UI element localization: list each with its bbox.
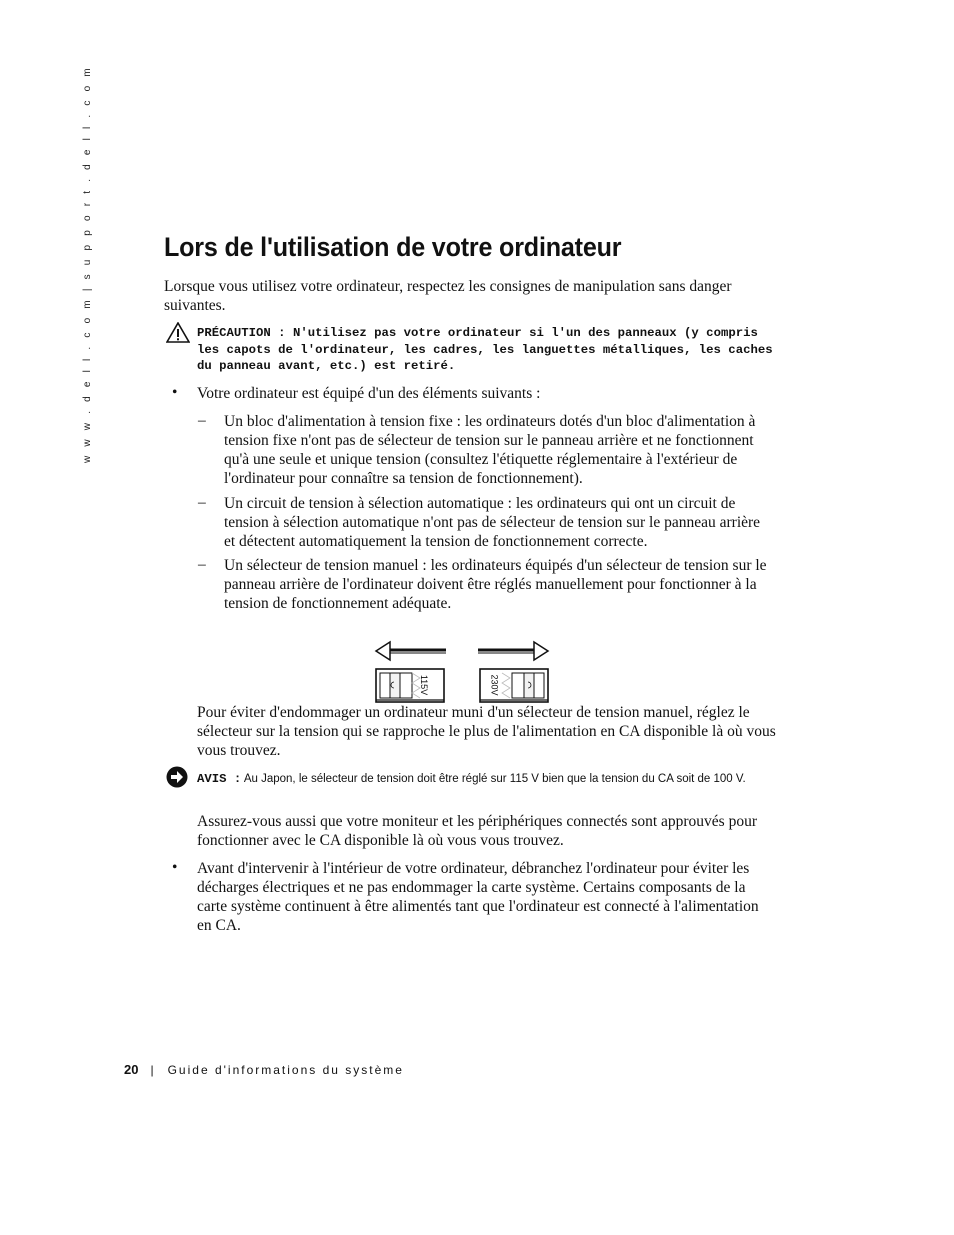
monitor-paragraph: Assurez-vous aussi que votre moniteur et les périphériques connectés sont approuvés pour fonctionner avec le CA disponible là où vous vous trouvez. <box>197 813 758 849</box>
bullet-symbol: • <box>172 384 178 401</box>
guide-title: Guide d'informations du système <box>167 1063 404 1077</box>
footer-separator: | <box>150 1063 154 1077</box>
left-arrow-icon <box>376 642 446 660</box>
dash-symbol: – <box>198 494 206 511</box>
caution-icon <box>166 322 190 343</box>
label-230v: 230V <box>489 674 500 696</box>
sub-item-fixed-voltage: Un bloc d'alimentation à tension fixe : les ordinateurs dotés d'un bloc d'alimentation à tension fixe n'ont pas de sélecteur de tension sur le panneau arrière et ne fonctionnent qu'à une seule et unique tension (consultez l'étiquette réglementaire à l'extérieur de l'ordinateur pour connaître sa tension de fonctionnement). <box>224 413 756 487</box>
page-footer <box>124 1062 404 1077</box>
right-arrow-icon <box>478 642 548 660</box>
bullet-symbol: • <box>172 859 178 876</box>
notice-text: Au Japon, le sélecteur de tension doit être réglé sur 115 V bien que la tension du CA soit de 100 V. <box>241 773 746 785</box>
voltage-switch-illustration <box>372 636 556 706</box>
manual-selector-paragraph: Pour éviter d'endommager un ordinateur muni d'un sélecteur de tension manuel, réglez le sélecteur sur la tension qui se rapproche le plus de l'alimentation en CA disponible là où vous vous trouvez. <box>197 704 776 759</box>
intro-paragraph: Lorsque vous utilisez votre ordinateur, respectez les consignes de manipulation sans danger suivantes. <box>164 278 732 314</box>
notice-note <box>197 770 777 788</box>
dash-symbol: – <box>198 412 206 429</box>
page-number: 20 <box>124 1062 139 1077</box>
bullet-item-2: Avant d'intervenir à l'intérieur de votre ordinateur, débranchez l'ordinateur pour éviter les décharges électriques et ne pas endommager la carte système. Certains composants de la carte système continuent à être alimentés tant que l'ordinateur est connecté à l'alimentation en CA. <box>197 860 759 934</box>
switch-115v <box>376 669 444 702</box>
caution-text: N'utilisez pas votre ordinateur si l'un des panneaux (y compris les capots de l'ordinateur, les cadres, les languettes métalliques, les caches du panneau avant, etc.) est retiré. <box>197 326 773 373</box>
bullet-item-1: Votre ordinateur est équipé d'un des éléments suivants : <box>197 385 541 402</box>
notice-icon <box>166 766 188 788</box>
page-title: Lors de l'utilisation de votre ordinateur <box>164 232 622 262</box>
label-115v: 115V <box>419 674 430 696</box>
dash-symbol: – <box>198 556 206 573</box>
sub-item-manual-voltage: Un sélecteur de tension manuel : les ordinateurs équipés d'un sélecteur de tension sur le panneau arrière de l'ordinateur doivent être réglés manuellement pour fonctionner à la tension de fonctionnement adéquate. <box>224 557 767 612</box>
side-url: w w w . d e l l . c o m | s u p p o r t . d e l l . c o m <box>82 65 93 463</box>
caution-note <box>197 325 777 375</box>
notice-label: AVIS : <box>197 772 242 786</box>
sub-item-auto-voltage: Un circuit de tension à sélection automatique : les ordinateurs qui ont un circuit de tension à sélection automatique n'ont pas de sélecteur de tension sur le panneau arrière et détectent automatiquement la tension de fonctionnement correcte. <box>224 495 761 550</box>
caution-label: PRÉCAUTION : <box>197 326 286 340</box>
